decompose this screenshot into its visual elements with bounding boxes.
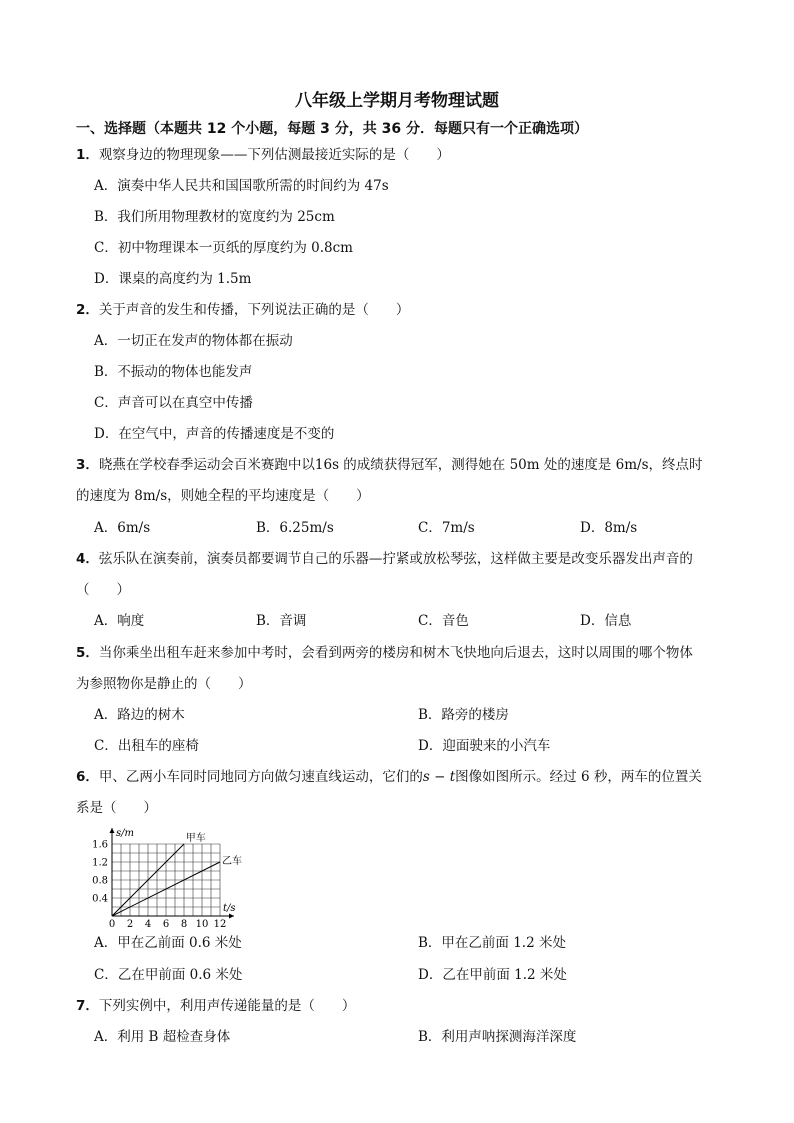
chart-axes <box>110 828 235 919</box>
option-label: D． <box>418 967 443 983</box>
option-label: C． <box>94 738 118 754</box>
option-label: C． <box>418 520 442 536</box>
option-4b <box>256 612 306 630</box>
option-label: D． <box>418 738 443 754</box>
option-text: 初中物理课本一页纸的厚度约为 0.8cm <box>117 240 353 256</box>
option-label: B． <box>94 209 118 225</box>
option-text: 课桌的高度约为 1.5m <box>118 271 252 287</box>
question-text: 观察身边的物理现象——下列估测最接近实际的是（ ） <box>98 147 450 163</box>
y-tick-label: 0.8 <box>92 875 108 887</box>
question-text: 甲、乙两小车同时同地同方向做匀速直线运动，它们的 <box>98 769 423 785</box>
option-label: B． <box>94 364 118 380</box>
question-3-stem <box>76 456 703 474</box>
math-expression: s − t <box>422 769 456 785</box>
x-tick-label: 10 <box>195 919 209 930</box>
question-number: 6． <box>76 769 99 785</box>
question-7-stem <box>76 997 355 1015</box>
option-2d <box>94 425 334 443</box>
x-tick-label: 6 <box>162 919 170 930</box>
question-5-stem-cont: 为参照物你是静止的（ ） <box>76 676 252 692</box>
option-text: 甲在乙前面 0.6 米处 <box>117 935 242 951</box>
y-tick-label: 1.2 <box>92 857 108 869</box>
y-tick-label: 0.4 <box>92 893 108 905</box>
option-3d <box>580 519 637 537</box>
option-text: 6m/s <box>117 520 151 536</box>
question-text: 当你乘坐出租车赶来参加中考时，会看到两旁的楼房和树木飞快地向后退去，这时以周围的哪个物体 <box>98 645 693 661</box>
option-text: 利用 B 超检查身体 <box>117 1029 231 1045</box>
option-5b <box>418 706 509 724</box>
option-text: 音色 <box>441 613 469 629</box>
question-number: 4． <box>76 551 99 567</box>
option-4a <box>94 612 144 630</box>
option-1a <box>94 177 389 195</box>
chart-grid <box>112 844 220 916</box>
x-tick-label: 4 <box>144 919 152 930</box>
question-5-stem <box>76 644 693 662</box>
option-text: 8m/s <box>604 520 638 536</box>
x-tick-label: 2 <box>126 919 134 930</box>
option-label: B． <box>256 520 280 536</box>
option-label: D． <box>580 520 605 536</box>
question-3-stem-cont: 的速度为 8m/s，则她全程的平均速度是（ ） <box>76 488 370 504</box>
option-label: C． <box>418 613 442 629</box>
option-text: 不振动的物体也能发声 <box>117 364 253 380</box>
option-text: 声音可以在真空中传播 <box>117 395 253 411</box>
x-axis-arrow <box>229 914 234 919</box>
option-2b <box>94 363 252 381</box>
option-text: 7m/s <box>441 520 475 536</box>
option-7b <box>418 1028 576 1046</box>
option-text: 乙在甲前面 1.2 米处 <box>442 967 567 983</box>
option-label: A． <box>94 707 118 723</box>
option-label: B． <box>418 1029 442 1045</box>
option-label: C． <box>94 967 118 983</box>
option-text: 甲在乙前面 1.2 米处 <box>441 935 566 951</box>
option-label: D． <box>94 271 119 287</box>
option-6a <box>94 934 242 952</box>
y-axis-label: s/m <box>116 828 134 839</box>
series-label-jia: 甲车 <box>185 833 206 844</box>
option-2c <box>94 394 253 412</box>
question-number: 1． <box>76 147 99 163</box>
option-4d <box>580 612 631 630</box>
question-number: 7． <box>76 998 99 1014</box>
option-text: 路边的树木 <box>117 707 185 723</box>
option-text: 我们所用物理教材的宽度约为 25cm <box>117 209 335 225</box>
option-1b <box>94 208 335 226</box>
option-text: 音调 <box>279 613 307 629</box>
question-4-stem-cont: （ ） <box>76 582 130 598</box>
option-3b <box>256 519 334 537</box>
option-text: 路旁的楼房 <box>441 707 509 723</box>
x-tick-label: 0 <box>108 919 116 930</box>
option-text: 乙在甲前面 0.6 米处 <box>117 967 243 983</box>
question-text: 关于声音的发生和传播，下列说法正确的是（ ） <box>98 302 410 318</box>
option-2a <box>94 332 293 350</box>
option-text: 信息 <box>604 613 632 629</box>
option-6b <box>418 934 566 952</box>
section-heading: 一、选择题（本题共 12 个小题，每题 3 分，共 36 分．每题只有一个正确选项） <box>76 121 588 137</box>
question-6-stem <box>76 768 702 786</box>
option-3a <box>94 519 150 537</box>
option-text: 迎面驶来的小汽车 <box>442 738 551 754</box>
option-6d <box>418 966 567 984</box>
question-number: 3． <box>76 457 99 473</box>
st-graph <box>80 822 260 930</box>
option-label: A． <box>94 613 118 629</box>
option-text: 演奏中华人民共和国国歌所需的时间约为 47s <box>117 178 389 194</box>
series-label-yi: 乙车 <box>222 856 242 867</box>
option-5d <box>418 737 550 755</box>
question-1-stem <box>76 146 450 164</box>
option-label: C． <box>94 240 118 256</box>
option-5a <box>94 706 185 724</box>
option-label: B． <box>418 935 442 951</box>
option-text: 在空气中，声音的传播速度是不变的 <box>118 426 335 442</box>
option-text: 出租车的座椅 <box>117 738 199 754</box>
option-1d <box>94 270 251 288</box>
question-4-stem <box>76 550 693 568</box>
page-title: 八年级上学期月考物理试题 <box>295 91 499 111</box>
option-label: A． <box>94 935 118 951</box>
option-label: A． <box>94 1029 118 1045</box>
y-axis-arrow <box>110 828 115 833</box>
question-6-stem-cont: 系是（ ） <box>76 800 157 816</box>
option-label: C． <box>94 395 118 411</box>
option-1c <box>94 239 353 257</box>
question-text: 晓燕在学校春季运动会百米赛跑中以16s 的成绩获得冠军，测得她在 50m 处的速度是 6m/s，终点时 <box>98 457 703 473</box>
option-5c <box>94 737 199 755</box>
x-tick-label: 8 <box>180 919 188 930</box>
question-2-stem <box>76 301 409 319</box>
option-text: 一切正在发声的物体都在振动 <box>117 333 293 349</box>
option-label: A． <box>94 520 118 536</box>
option-label: A． <box>94 333 118 349</box>
option-label: D． <box>94 426 119 442</box>
x-tick-label: 12 <box>213 919 227 930</box>
option-text: 6.25m/s <box>279 520 334 536</box>
question-number: 2． <box>76 302 99 318</box>
x-axis-label: t/s <box>223 903 236 914</box>
option-4c <box>418 612 469 630</box>
option-label: D． <box>580 613 605 629</box>
option-7a <box>94 1028 230 1046</box>
option-text: 响度 <box>117 613 145 629</box>
option-text: 利用声呐探测海洋深度 <box>441 1029 577 1045</box>
option-label: B． <box>418 707 442 723</box>
option-label: A． <box>94 178 118 194</box>
question-text-cont: 图像如图所示。经过 6 秒，两车的位置关 <box>455 769 702 785</box>
question-number: 5． <box>76 645 99 661</box>
option-label: B． <box>256 613 280 629</box>
y-tick-label: 1.6 <box>92 839 108 851</box>
question-text: 弦乐队在演奏前，演奏员都要调节自己的乐器—拧紧或放松琴弦，这样做主要是改变乐器发出声音的 <box>98 551 693 567</box>
question-text: 下列实例中，利用声传递能量的是（ ） <box>98 998 356 1014</box>
option-3c <box>418 519 475 537</box>
option-6c <box>94 966 242 984</box>
